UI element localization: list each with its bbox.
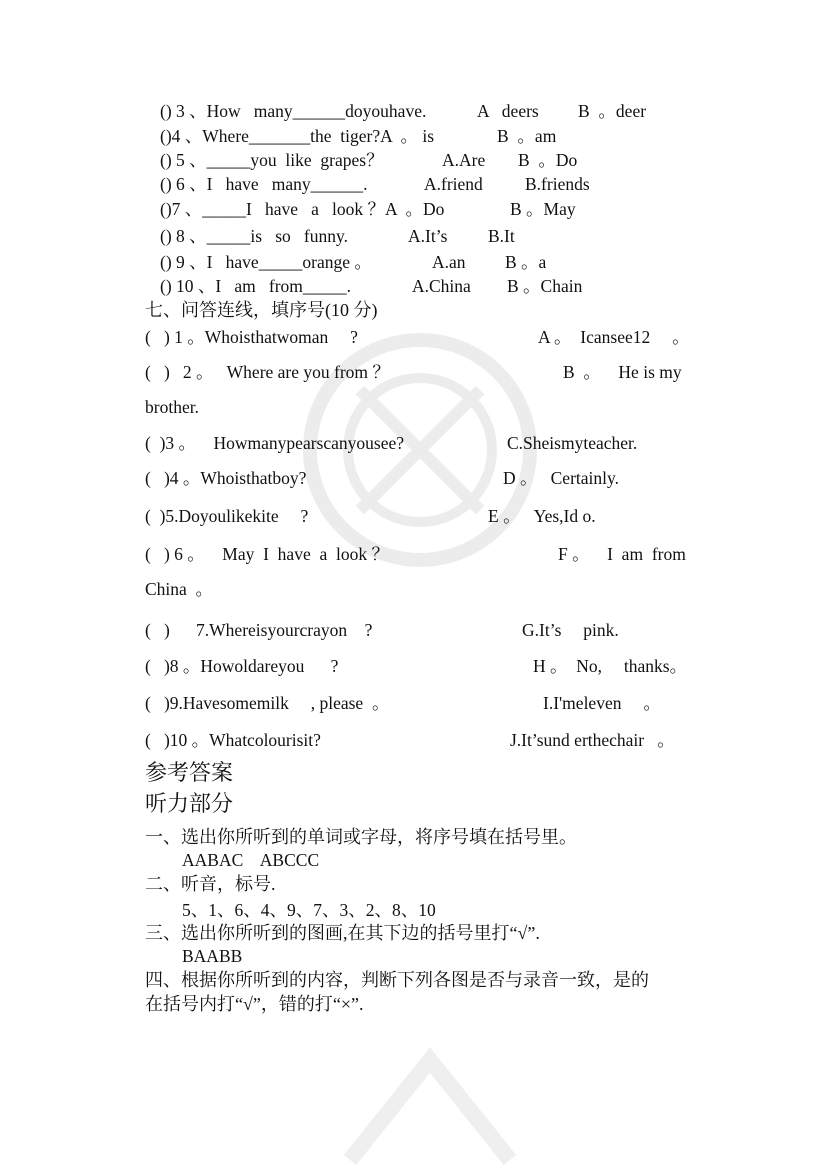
match-question: ( )3 。 Howmanypearscanyousee? bbox=[145, 433, 405, 453]
mc-question-text: () 10 、I am from_____. bbox=[160, 276, 352, 296]
mc-question-text: ()4 、Where_______the tiger?A 。 is bbox=[160, 126, 435, 146]
mc-option-b: B.It bbox=[488, 226, 515, 246]
match-answer: I.I'meleven 。 bbox=[543, 693, 661, 713]
mc-option-a: A deers bbox=[477, 101, 539, 121]
answer-4-instruction-line-1: 四、根据你所听到的内容，判断下列各图是否与录音一致，是的 bbox=[145, 970, 649, 990]
mc-option-b: B 。Do bbox=[518, 150, 578, 170]
answers-title: 参考答案 bbox=[145, 760, 234, 785]
answer-2-instruction: 二、听音，标号. bbox=[145, 874, 276, 894]
match-answer: C.Sheismyteacher. bbox=[507, 433, 638, 453]
match-question: ( ) 7.Whereisyourcrayon ? bbox=[145, 620, 373, 640]
match-answer: F 。 I am from bbox=[558, 544, 686, 564]
mc-option-b: B 。Chain bbox=[507, 276, 583, 296]
answer-3-instruction: 三、选出你所听到的图画,在其下边的括号里打“√”. bbox=[145, 923, 540, 943]
match-answer: G.It’s pink. bbox=[522, 620, 619, 640]
match-answer: D 。 Certainly. bbox=[503, 468, 619, 488]
mc-option-a: A.Are bbox=[442, 150, 486, 170]
mc-question-text: ()7 、_____I have a look ？A 。Do bbox=[160, 199, 445, 219]
match-answer: J.It’sund erthechair 。 bbox=[510, 730, 675, 750]
match-question: ( ) 1 。Whoisthatwoman ? bbox=[145, 327, 358, 347]
mc-option-a: A.an bbox=[432, 252, 466, 272]
mc-question-text: () 9 、I have_____orange 。 bbox=[160, 252, 372, 272]
mc-option-b: B 。a bbox=[505, 252, 547, 272]
match-answer: E 。 Yes,Id o. bbox=[488, 506, 596, 526]
match-answer: H 。 No, thanks。 bbox=[533, 656, 688, 676]
listening-title: 听力部分 bbox=[145, 791, 234, 816]
mc-option-b: B.friends bbox=[525, 174, 590, 194]
mc-option-b: B 。deer bbox=[578, 101, 647, 121]
answer-1-key: AABAC ABCCC bbox=[182, 850, 320, 870]
watermark-logo-bottom bbox=[330, 1040, 530, 1170]
mc-option-b: B 。May bbox=[510, 199, 576, 219]
answer-3-key: BAABB bbox=[182, 946, 243, 966]
mc-option-b: B 。am bbox=[497, 126, 557, 146]
match-answer: A 。 Icansee12 。 bbox=[538, 327, 690, 347]
answer-1-instruction: 一、选出你所听到的单词或字母，将序号填在括号里。 bbox=[145, 827, 577, 847]
match-question: ( )5.Doyoulikekite ? bbox=[145, 506, 309, 526]
mc-question-text: () 6 、I have many______. bbox=[160, 174, 368, 194]
section-7-title: 七、问答连线，填序号(10 分) bbox=[145, 300, 378, 320]
mc-option-a: A.It’s bbox=[408, 226, 448, 246]
answer-2-key: 5、1、6、4、9、7、3、2、8、10 bbox=[182, 900, 436, 920]
mc-question-text: () 3 、How many______doyouhave. bbox=[160, 101, 427, 121]
mc-option-a: A.China bbox=[412, 276, 471, 296]
match-item-2-cont: brother. bbox=[145, 397, 199, 417]
match-question: ( )4 。Whoisthatboy? bbox=[145, 468, 307, 488]
mc-option-a: A.friend bbox=[424, 174, 483, 194]
match-question: ( )10 。Whatcolourisit? bbox=[145, 730, 321, 750]
match-question: ( ) 6 。 May I have a look ？ bbox=[145, 544, 389, 564]
mc-question-text: () 5 、_____you like grapes？ bbox=[160, 150, 384, 170]
answer-4-instruction-line-2: 在括号内打“√”，错的打“×”. bbox=[145, 994, 364, 1014]
match-question: ( )9.Havesomemilk , please 。 bbox=[145, 693, 390, 713]
match-item-6-cont: China 。 bbox=[145, 579, 214, 599]
mc-question-text: () 8 、_____is so funny. bbox=[160, 226, 348, 246]
match-answer: B 。 He is my bbox=[563, 362, 682, 382]
match-question: ( )8 。Howoldareyou ? bbox=[145, 656, 339, 676]
match-question: ( ) 2 。 Where are you from ？ bbox=[145, 362, 390, 382]
